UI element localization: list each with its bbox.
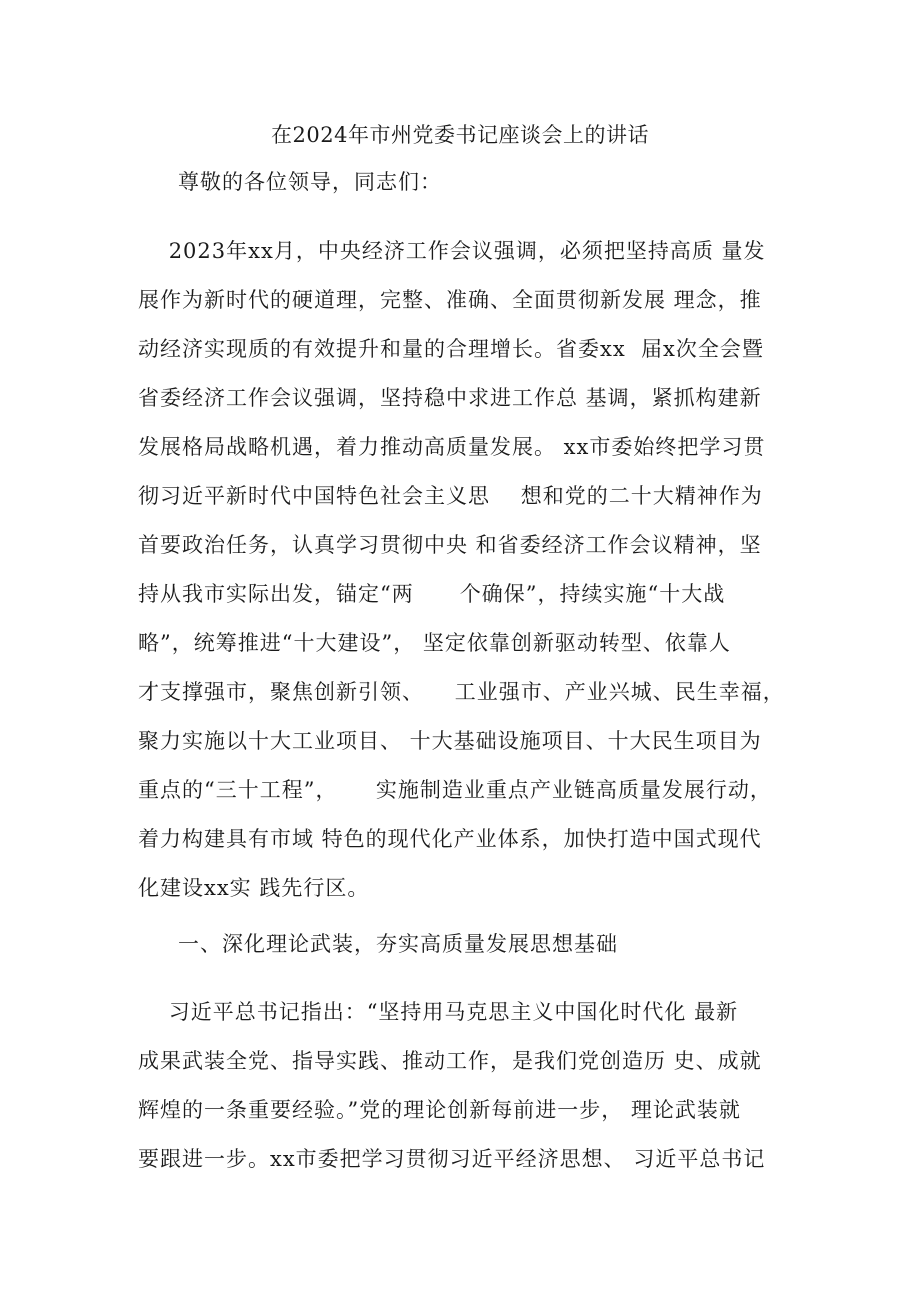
paragraph-line: 彻习近平新时代中国特色社会主义思 想和党的二十大精神作为 [138,484,763,508]
paragraph-line: 习近平总书记指出：“坚持用马克思主义中国化时代化 最新 [138,1000,739,1024]
paragraph-line: 化建设xx实 践先行区。 [138,876,370,900]
paragraph-line: 才支撑强市，聚焦创新引领、 工业强市、产业兴城、民生幸福， [138,680,785,704]
paragraph-line: 要跟进一步。xx市委把学习贯彻习近平经济思想、 习近平总书记 [138,1147,766,1171]
paragraph-section-one [138,988,808,1184]
paragraph-line: 持从我市实际出发，锚定“两 个确保”，持续实施“十大战 [138,582,726,606]
salutation: 尊敬的各位领导，同志们： [178,170,442,194]
paragraph-line: 聚力实施以十大工业项目、 十大基础设施项目、十大民生项目为 [138,729,762,753]
paragraph-line: 成果武装全党、指导实践、推动工作，是我们党创造历 史、成就 [138,1049,762,1073]
paragraph-line: 省委经济工作会议强调，坚持稳中求进工作总 基调，紧抓构建新 [138,386,762,410]
document-title: 在2024年市州党委书记座谈会上的讲话 [271,123,649,147]
paragraph-line: 2023年xx月，中央经济工作会议强调，必须把坚持高质 量发 [138,239,766,263]
paragraph-intro [138,227,808,913]
paragraph-line: 首要政治任务，认真学习贯彻中央 和省委经济工作会议精神，坚 [138,533,762,557]
paragraph-line: 展作为新时代的硬道理，完整、准确、全面贯彻新发展 理念，推 [138,288,762,312]
paragraph-line: 辉煌的一条重要经验。”党的理论创新每前进一步， 理论武装就 [138,1098,741,1122]
paragraph-line: 发展格局战略机遇，着力推动高质量发展。 xx市委始终把学习贯 [138,435,766,459]
paragraph-line: 着力构建具有市域 特色的现代化产业体系，加快打造中国式现代 [138,827,762,851]
paragraph-line: 动经济实现质的有效提升和量的合理增长。省委xx 届x次全会暨 [138,337,764,361]
paragraph-line: 略”，统筹推进“十大建设”， 坚定依靠创新驱动转型、依靠人 [138,631,731,655]
section-heading: 一、深化理论武装，夯实高质量发展思想基础 [178,932,618,956]
paragraph-line: 重点的“三十工程”， 实施制造业重点产业链高质量发展行动， [138,778,772,802]
